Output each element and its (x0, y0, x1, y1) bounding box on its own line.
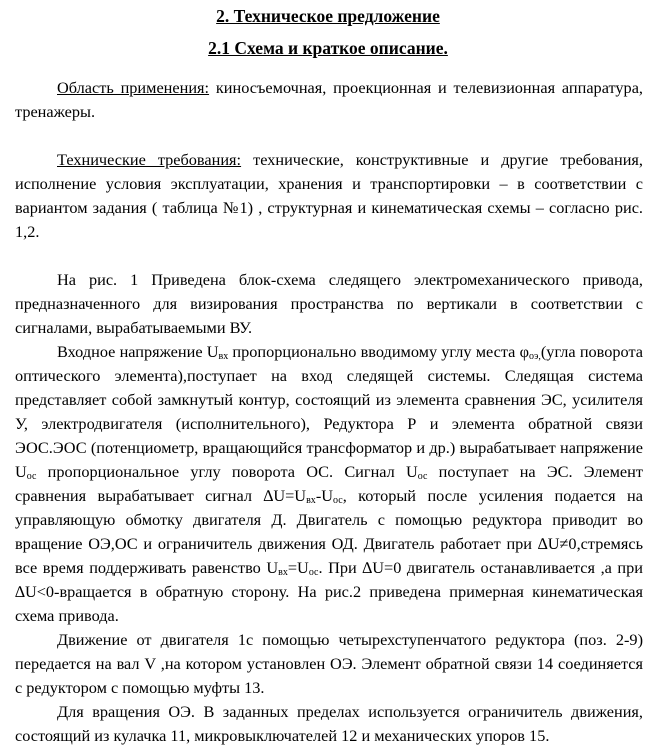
paragraph-application (15, 76, 643, 124)
text-run: пропорциональное углу поворота ОС. Сигнал U (36, 462, 418, 481)
subscript: оэ, (528, 351, 541, 362)
subscript: ос (26, 471, 37, 482)
subscript: вх (218, 351, 229, 362)
text-run: . При ∆U=0 двигатель останавливается ,а при ∆U<0-вращается в обратную сторону. На рис.2 приведена примерная кинематическая схема привода. (15, 558, 643, 625)
paragraph-block-diagram: На рис. 1 Приведена блок-схема следящего электромеханического привода, предназначенного для визирования пространства по вертикали в соответствии с сигналами, вырабатываемыми ВУ. (15, 270, 643, 337)
paragraph-limiter: Для вращения ОЭ. В заданных пределах используется ограничитель движения, состоящий из кулачка 11, микровыключателей 12 и механических упоров 15. (15, 702, 643, 745)
subscript: вх (278, 567, 288, 578)
application-text: киносъемочная, проекционная и телевизионная аппаратура, тренажеры. (15, 78, 643, 121)
requirements-label: Технические требования: (57, 150, 242, 169)
application-label: Область применения: (57, 78, 210, 97)
text-run: поступает на ЭС. Элемент сравнения вырабатывает сигнал ∆U=U (15, 462, 643, 505)
subscript: вх (306, 495, 316, 506)
subsection-title: 2.1 Схема и краткое описание. (208, 38, 448, 58)
paragraph-requirements (15, 148, 643, 244)
subscript: ос (417, 471, 428, 482)
document-body (15, 76, 643, 748)
text-run: пропорционально вводимому углу места φ (228, 342, 529, 361)
subscript: ос (308, 567, 319, 578)
text-run: -U (315, 486, 333, 505)
text-run: =U (287, 558, 309, 577)
subscript: ос (333, 495, 343, 506)
requirements-text: технические, конструктивные и другие требования, исполнение условия эксплуатации, хранения и транспортировки – в соответствии с вариантом задания ( таблица №1) , структурная и кинематическая схемы – согласно рис. 1,2. (15, 150, 643, 241)
text-run: , который после усиления подается на управляющую обмотку двигателя Д. Двигатель с помощью редуктора приводит во вращение ОЭ,ОС и ограничитель движения ОД. Двигатель работает при ∆U≠0,стремясь все время поддерживать равенство U (15, 486, 643, 577)
text-run: (угла поворота оптического элемента),поступает на вход следящей системы. Следящая система представляет собой замкнутый контур, состоящий из элемента сравнения ЭС, усилителя У, электродвигателя (исполнительного), Редуктора Р и элемента обратной связи ЭОС.ЭОС (потенциометр, вращающийся трансформатор и др.) вырабатывает напряжение U (15, 342, 643, 481)
paragraph-gearbox: Движение от двигателя 1с помощью четырехступенчатого редуктора (поз. 2-9) передается на вал V ,на котором установлен ОЭ. Элемент обратной связи 14 соединяется с редуктором с помощью муфты 13. (15, 630, 643, 697)
paragraph-operation (15, 340, 643, 628)
section-title: 2. Техническое предложение (216, 6, 440, 26)
text-run: Входное напряжение U (57, 342, 219, 361)
